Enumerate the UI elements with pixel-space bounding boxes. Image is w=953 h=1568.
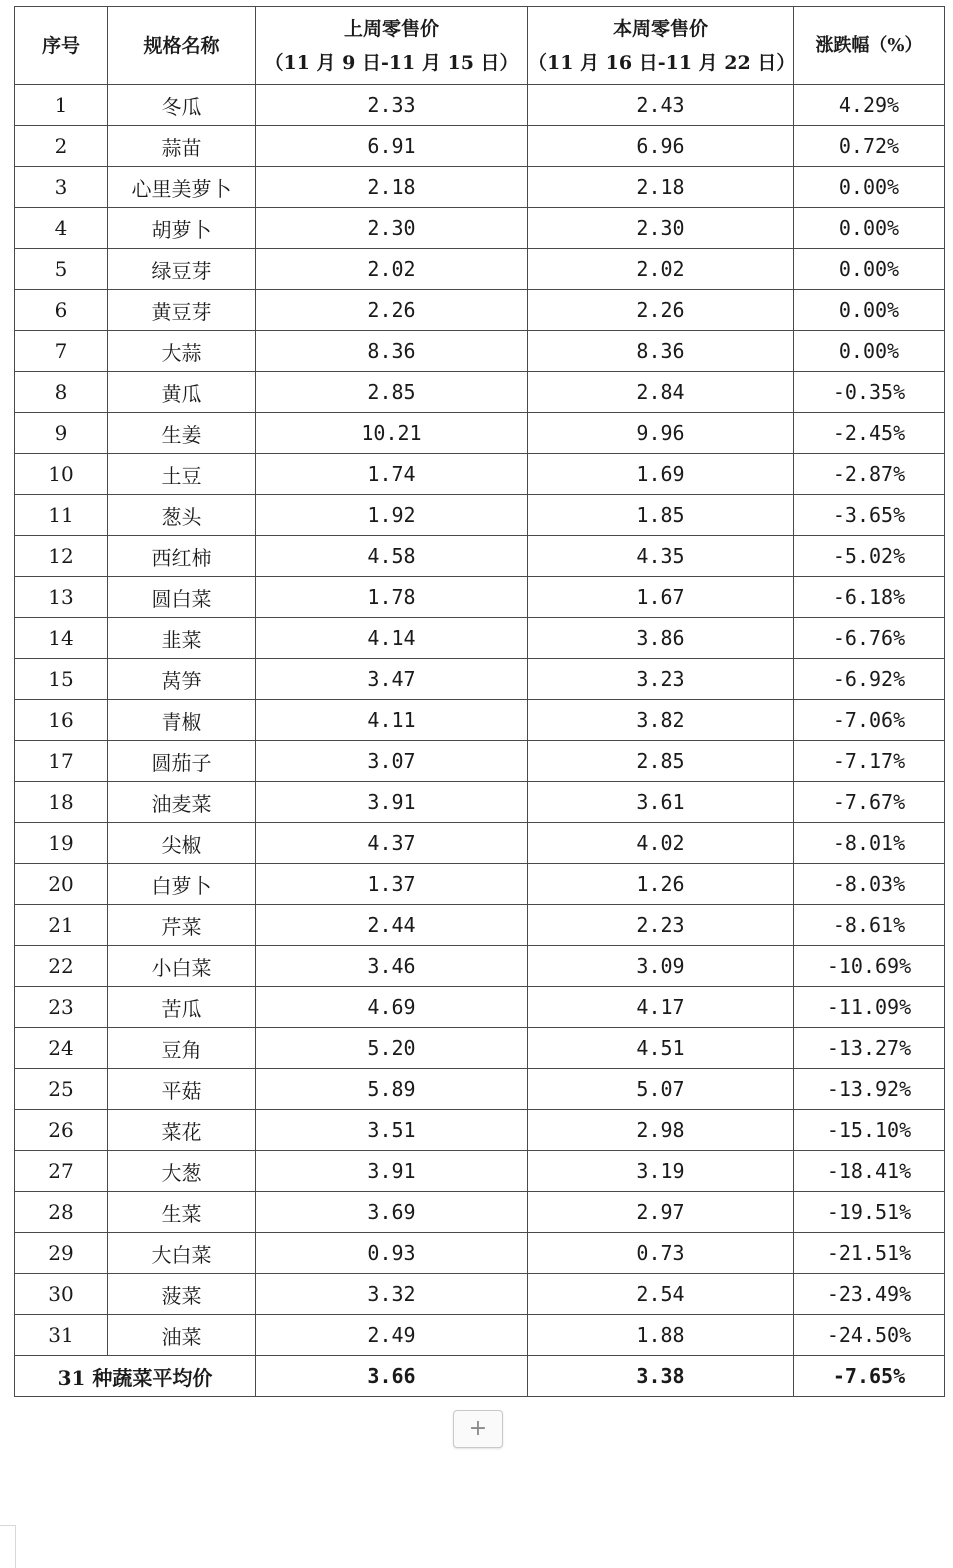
row-this-week-price: 9.96 xyxy=(528,413,794,454)
row-change-percent: 4.29% xyxy=(794,85,945,126)
table-header-row xyxy=(15,7,945,85)
row-this-week-price: 4.17 xyxy=(528,987,794,1028)
row-last-week-price: 1.92 xyxy=(256,495,528,536)
row-change-percent: -8.61% xyxy=(794,905,945,946)
table-row xyxy=(15,1069,945,1110)
row-last-week-price: 0.93 xyxy=(256,1233,528,1274)
row-vegetable-name: 绿豆芽 xyxy=(108,249,256,290)
average-label: 31 种蔬菜平均价 xyxy=(15,1356,256,1397)
row-change-percent: -0.35% xyxy=(794,372,945,413)
header-last-week-range: （11 月 9 日-11 月 15 日） xyxy=(264,51,519,74)
row-this-week-price: 2.54 xyxy=(528,1274,794,1315)
table-row xyxy=(15,1233,945,1274)
row-index: 5 xyxy=(15,249,108,290)
row-index: 31 xyxy=(15,1315,108,1356)
row-index: 8 xyxy=(15,372,108,413)
row-change-percent: -6.92% xyxy=(794,659,945,700)
row-index: 17 xyxy=(15,741,108,782)
table-row xyxy=(15,454,945,495)
row-index: 1 xyxy=(15,85,108,126)
header-last-week xyxy=(256,7,528,85)
table-row xyxy=(15,126,945,167)
plus-icon: + xyxy=(468,1416,488,1441)
row-vegetable-name: 小白菜 xyxy=(108,946,256,987)
row-vegetable-name: 生姜 xyxy=(108,413,256,454)
row-change-percent: 0.00% xyxy=(794,290,945,331)
row-last-week-price: 3.69 xyxy=(256,1192,528,1233)
row-vegetable-name: 油麦菜 xyxy=(108,782,256,823)
row-change-percent: -13.92% xyxy=(794,1069,945,1110)
row-index: 15 xyxy=(15,659,108,700)
row-change-percent: 0.00% xyxy=(794,331,945,372)
row-change-percent: -13.27% xyxy=(794,1028,945,1069)
row-index: 2 xyxy=(15,126,108,167)
row-last-week-price: 1.37 xyxy=(256,864,528,905)
row-vegetable-name: 胡萝卜 xyxy=(108,208,256,249)
table-row xyxy=(15,331,945,372)
row-change-percent: 0.72% xyxy=(794,126,945,167)
row-index: 4 xyxy=(15,208,108,249)
table-row xyxy=(15,1028,945,1069)
row-change-percent: -7.06% xyxy=(794,700,945,741)
row-vegetable-name: 平菇 xyxy=(108,1069,256,1110)
row-change-percent: -7.17% xyxy=(794,741,945,782)
row-vegetable-name: 白萝卜 xyxy=(108,864,256,905)
row-this-week-price: 1.88 xyxy=(528,1315,794,1356)
row-this-week-price: 2.97 xyxy=(528,1192,794,1233)
table-row xyxy=(15,249,945,290)
row-index: 3 xyxy=(15,167,108,208)
row-last-week-price: 1.74 xyxy=(256,454,528,495)
table-row xyxy=(15,987,945,1028)
row-change-percent: -2.87% xyxy=(794,454,945,495)
row-last-week-price: 3.91 xyxy=(256,782,528,823)
table-row xyxy=(15,85,945,126)
header-this-week-range: （11 月 16 日-11 月 22 日） xyxy=(528,51,796,74)
row-vegetable-name: 芹菜 xyxy=(108,905,256,946)
row-last-week-price: 2.26 xyxy=(256,290,528,331)
row-change-percent: 0.00% xyxy=(794,249,945,290)
row-vegetable-name: 心里美萝卜 xyxy=(108,167,256,208)
row-vegetable-name: 蒜苗 xyxy=(108,126,256,167)
row-change-percent: -18.41% xyxy=(794,1151,945,1192)
row-this-week-price: 6.96 xyxy=(528,126,794,167)
row-vegetable-name: 菜花 xyxy=(108,1110,256,1151)
row-this-week-price: 1.85 xyxy=(528,495,794,536)
row-index: 10 xyxy=(15,454,108,495)
table-row xyxy=(15,1151,945,1192)
row-vegetable-name: 尖椒 xyxy=(108,823,256,864)
row-last-week-price: 4.69 xyxy=(256,987,528,1028)
row-last-week-price: 5.20 xyxy=(256,1028,528,1069)
row-this-week-price: 1.67 xyxy=(528,577,794,618)
row-change-percent: -23.49% xyxy=(794,1274,945,1315)
row-index: 16 xyxy=(15,700,108,741)
row-change-percent: -3.65% xyxy=(794,495,945,536)
table-row xyxy=(15,782,945,823)
average-row xyxy=(15,1356,945,1397)
row-last-week-price: 3.51 xyxy=(256,1110,528,1151)
table-row xyxy=(15,372,945,413)
row-this-week-price: 2.30 xyxy=(528,208,794,249)
row-change-percent: -5.02% xyxy=(794,536,945,577)
row-this-week-price: 2.23 xyxy=(528,905,794,946)
page-edge-divider xyxy=(0,1525,16,1568)
row-this-week-price: 3.61 xyxy=(528,782,794,823)
row-change-percent: -6.18% xyxy=(794,577,945,618)
row-last-week-price: 4.58 xyxy=(256,536,528,577)
row-this-week-price: 1.69 xyxy=(528,454,794,495)
row-last-week-price: 4.11 xyxy=(256,700,528,741)
vegetable-price-table xyxy=(14,6,945,1397)
row-this-week-price: 2.43 xyxy=(528,85,794,126)
row-vegetable-name: 生菜 xyxy=(108,1192,256,1233)
row-index: 24 xyxy=(15,1028,108,1069)
row-change-percent: 0.00% xyxy=(794,208,945,249)
row-change-percent: -8.01% xyxy=(794,823,945,864)
row-change-percent: -8.03% xyxy=(794,864,945,905)
row-vegetable-name: 油菜 xyxy=(108,1315,256,1356)
row-vegetable-name: 韭菜 xyxy=(108,618,256,659)
table-row xyxy=(15,290,945,331)
table-row xyxy=(15,536,945,577)
row-last-week-price: 2.49 xyxy=(256,1315,528,1356)
row-last-week-price: 3.91 xyxy=(256,1151,528,1192)
row-vegetable-name: 莴笋 xyxy=(108,659,256,700)
row-last-week-price: 4.37 xyxy=(256,823,528,864)
row-this-week-price: 2.18 xyxy=(528,167,794,208)
row-this-week-price: 3.82 xyxy=(528,700,794,741)
row-change-percent: -6.76% xyxy=(794,618,945,659)
row-this-week-price: 1.26 xyxy=(528,864,794,905)
add-row-button[interactable] xyxy=(453,1410,503,1448)
table-body xyxy=(15,85,945,1356)
row-index: 27 xyxy=(15,1151,108,1192)
row-last-week-price: 2.30 xyxy=(256,208,528,249)
table-row xyxy=(15,1315,945,1356)
row-index: 18 xyxy=(15,782,108,823)
row-vegetable-name: 豆角 xyxy=(108,1028,256,1069)
row-this-week-price: 3.19 xyxy=(528,1151,794,1192)
average-last-week: 3.66 xyxy=(256,1356,528,1397)
row-last-week-price: 4.14 xyxy=(256,618,528,659)
table-row xyxy=(15,1192,945,1233)
row-index: 11 xyxy=(15,495,108,536)
row-last-week-price: 2.44 xyxy=(256,905,528,946)
row-last-week-price: 3.46 xyxy=(256,946,528,987)
row-last-week-price: 1.78 xyxy=(256,577,528,618)
table-row xyxy=(15,1110,945,1151)
row-this-week-price: 8.36 xyxy=(528,331,794,372)
row-this-week-price: 4.51 xyxy=(528,1028,794,1069)
row-this-week-price: 5.07 xyxy=(528,1069,794,1110)
table-row xyxy=(15,495,945,536)
table-row xyxy=(15,577,945,618)
row-this-week-price: 2.26 xyxy=(528,290,794,331)
row-vegetable-name: 圆白菜 xyxy=(108,577,256,618)
row-this-week-price: 0.73 xyxy=(528,1233,794,1274)
table-row xyxy=(15,946,945,987)
row-last-week-price: 10.21 xyxy=(256,413,528,454)
row-this-week-price: 3.86 xyxy=(528,618,794,659)
table-row xyxy=(15,167,945,208)
row-last-week-price: 3.32 xyxy=(256,1274,528,1315)
row-last-week-price: 6.91 xyxy=(256,126,528,167)
row-vegetable-name: 菠菜 xyxy=(108,1274,256,1315)
row-last-week-price: 3.47 xyxy=(256,659,528,700)
row-index: 13 xyxy=(15,577,108,618)
header-change: 涨跌幅（%） xyxy=(794,7,945,85)
row-index: 29 xyxy=(15,1233,108,1274)
row-this-week-price: 4.35 xyxy=(528,536,794,577)
row-this-week-price: 3.23 xyxy=(528,659,794,700)
table-row xyxy=(15,823,945,864)
row-this-week-price: 2.85 xyxy=(528,741,794,782)
row-index: 22 xyxy=(15,946,108,987)
row-this-week-price: 3.09 xyxy=(528,946,794,987)
row-last-week-price: 3.07 xyxy=(256,741,528,782)
header-index: 序号 xyxy=(15,7,108,85)
row-change-percent: -21.51% xyxy=(794,1233,945,1274)
row-vegetable-name: 大白菜 xyxy=(108,1233,256,1274)
row-index: 28 xyxy=(15,1192,108,1233)
header-this-week xyxy=(528,7,794,85)
row-change-percent: -7.67% xyxy=(794,782,945,823)
row-last-week-price: 5.89 xyxy=(256,1069,528,1110)
row-index: 6 xyxy=(15,290,108,331)
table-row xyxy=(15,864,945,905)
row-change-percent: -15.10% xyxy=(794,1110,945,1151)
row-last-week-price: 2.85 xyxy=(256,372,528,413)
row-vegetable-name: 青椒 xyxy=(108,700,256,741)
row-change-percent: -2.45% xyxy=(794,413,945,454)
row-vegetable-name: 苦瓜 xyxy=(108,987,256,1028)
row-vegetable-name: 大蒜 xyxy=(108,331,256,372)
table-row xyxy=(15,905,945,946)
row-vegetable-name: 圆茄子 xyxy=(108,741,256,782)
row-vegetable-name: 黄瓜 xyxy=(108,372,256,413)
row-this-week-price: 2.02 xyxy=(528,249,794,290)
table-row xyxy=(15,208,945,249)
row-change-percent: 0.00% xyxy=(794,167,945,208)
row-index: 9 xyxy=(15,413,108,454)
row-index: 25 xyxy=(15,1069,108,1110)
row-index: 30 xyxy=(15,1274,108,1315)
row-index: 14 xyxy=(15,618,108,659)
table-row xyxy=(15,700,945,741)
row-index: 26 xyxy=(15,1110,108,1151)
row-last-week-price: 2.18 xyxy=(256,167,528,208)
average-change: -7.65% xyxy=(794,1356,945,1397)
table-row xyxy=(15,659,945,700)
table-row xyxy=(15,413,945,454)
row-vegetable-name: 冬瓜 xyxy=(108,85,256,126)
header-this-week-title: 本周零售价 xyxy=(612,17,708,40)
header-name: 规格名称 xyxy=(108,7,256,85)
row-this-week-price: 2.98 xyxy=(528,1110,794,1151)
row-index: 7 xyxy=(15,331,108,372)
row-change-percent: -19.51% xyxy=(794,1192,945,1233)
average-this-week: 3.38 xyxy=(528,1356,794,1397)
row-this-week-price: 4.02 xyxy=(528,823,794,864)
row-vegetable-name: 大葱 xyxy=(108,1151,256,1192)
table-row xyxy=(15,1274,945,1315)
row-vegetable-name: 黄豆芽 xyxy=(108,290,256,331)
row-index: 12 xyxy=(15,536,108,577)
table-row xyxy=(15,618,945,659)
row-this-week-price: 2.84 xyxy=(528,372,794,413)
row-last-week-price: 2.33 xyxy=(256,85,528,126)
row-vegetable-name: 西红柿 xyxy=(108,536,256,577)
row-index: 23 xyxy=(15,987,108,1028)
table-row xyxy=(15,741,945,782)
row-vegetable-name: 土豆 xyxy=(108,454,256,495)
row-index: 19 xyxy=(15,823,108,864)
row-index: 21 xyxy=(15,905,108,946)
header-last-week-title: 上周零售价 xyxy=(343,17,439,40)
row-change-percent: -10.69% xyxy=(794,946,945,987)
row-change-percent: -11.09% xyxy=(794,987,945,1028)
row-change-percent: -24.50% xyxy=(794,1315,945,1356)
row-vegetable-name: 葱头 xyxy=(108,495,256,536)
row-last-week-price: 8.36 xyxy=(256,331,528,372)
row-index: 20 xyxy=(15,864,108,905)
row-last-week-price: 2.02 xyxy=(256,249,528,290)
